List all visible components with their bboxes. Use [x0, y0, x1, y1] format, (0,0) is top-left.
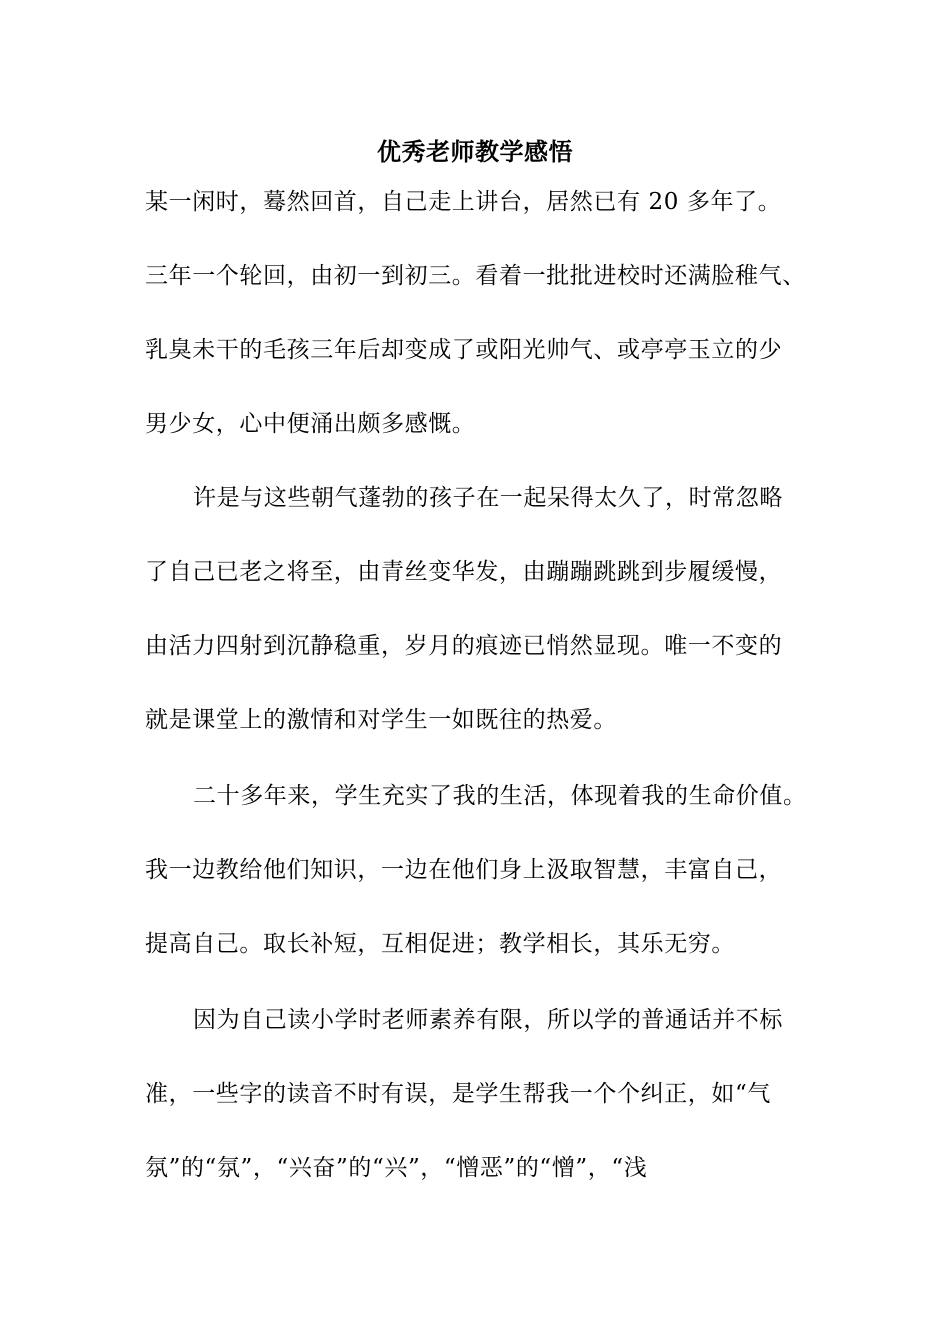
paragraph-line: 三年一个轮回，由初一到初三。看着一批批进校时还满脸稚气、	[145, 263, 806, 289]
paragraph-line: 二十多年来，学生充实了我的生活，体现着我的生命价值。	[193, 783, 807, 809]
paragraph-line: 乳臭未干的毛孩三年后却变成了或阳光帅气、或亭亭玉立的少	[145, 337, 783, 363]
paragraph-line: 由活力四射到沉静稳重，岁月的痕迹已悄然显现。唯一不变的	[145, 633, 783, 659]
paragraph-line: 男少女，心中便涌出颇多感慨。	[145, 411, 476, 437]
paragraph-line: 某一闲时，蓦然回首，自己走上讲台，居然已有 20 多年了。	[145, 189, 782, 215]
paragraph-line: 了自己已老之将至，由青丝变华发，由蹦蹦跳跳到步履缓慢，	[145, 559, 783, 585]
paragraph-line: 提高自己。取长补短，互相促进；教学相长，其乐无穷。	[145, 931, 735, 957]
paragraph-line: 氛”的“氛”，“兴奋”的“兴”，“憎恶”的“憎”，“浅	[145, 1155, 648, 1181]
paragraph-line: 因为自己读小学时老师素养有限，所以学的普通话并不标	[193, 1007, 783, 1033]
paragraph-line: 就是课堂上的激情和对学生一如既往的热爱。	[145, 707, 617, 733]
document-title: 优秀老师教学感悟	[377, 137, 573, 166]
paragraph-line: 许是与这些朝气蓬勃的孩子在一起呆得太久了，时常忽略	[193, 485, 783, 511]
paragraph-line: 我一边教给他们知识，一边在他们身上汲取智慧，丰富自己，	[145, 857, 783, 883]
paragraph-line: 准，一些字的读音不时有误，是学生帮我一个个纠正，如“气	[145, 1081, 771, 1107]
